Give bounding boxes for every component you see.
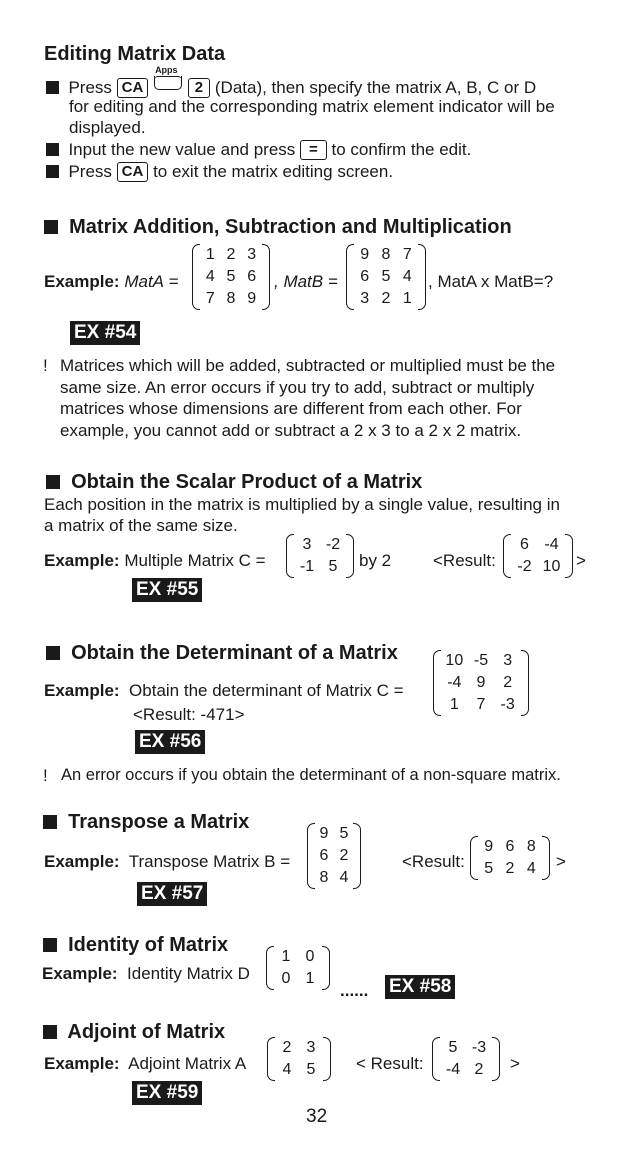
matrix-cell: 8 (226, 290, 236, 307)
matb-label: , MatB = (274, 272, 338, 291)
example-badge-56: EX #56 (135, 730, 205, 754)
matrix-cell: 5 (381, 268, 391, 285)
matrix-cell: 4 (205, 268, 215, 285)
transpose-result-close: > (556, 852, 566, 871)
ca-key-icon: CA (117, 162, 149, 182)
matrix-cell: 8 (381, 246, 391, 263)
matrix-cell: -2 (517, 558, 532, 575)
matrix-cell: -2 (325, 536, 341, 553)
matrix-cell: 5 (306, 1061, 316, 1078)
addsub-note-3: matrices whose dimensions are different from each other. For (60, 399, 522, 418)
matrix-cell: 6 (520, 536, 529, 553)
scalar-desc-1: Each position in the matrix is multiplied by a single value, resulting in (44, 495, 560, 514)
matrix-cell: 2 (503, 674, 513, 691)
matrix-cell: 1 (205, 246, 215, 263)
transpose-result-label: <Result: (402, 852, 465, 871)
matrix-cell: 9 (476, 674, 486, 691)
matrix-cell: 3 (360, 290, 370, 307)
matrix-mata (192, 244, 270, 310)
section-title-identity: Identity of Matrix (43, 933, 228, 957)
bullet-square (43, 815, 57, 829)
matrix-cell: 6 (505, 838, 515, 855)
matrix-cell: 5 (448, 1039, 458, 1056)
addsub-example: Example: MatA = (44, 272, 179, 291)
note-mark: ! (43, 766, 48, 785)
scalar-desc-2: a matrix of the same size. (44, 516, 238, 535)
addsub-note-4: example, you cannot add or subtract a 2 x 3 to a 2 x 2 matrix. (60, 421, 522, 440)
matrix-cell: 6 (247, 268, 257, 285)
matrix-cell: 3 (302, 536, 312, 553)
matrix-cell: 5 (328, 558, 338, 575)
matrix-cell: 1 (281, 948, 291, 965)
example-badge-54: EX #54 (70, 321, 140, 345)
matrix-cell: 7 (205, 290, 215, 307)
matrix-cell: 2 (339, 847, 349, 864)
example-badge-58: EX #58 (385, 975, 455, 999)
editing-line-1: Press CA Apps 2 (Data), then specify the matrix A, B, C or D (46, 74, 536, 98)
matrix-cell: -4 (447, 674, 462, 691)
identity-dots: ...... (340, 981, 369, 1000)
matrix-transpose-result (470, 836, 550, 880)
editing-line-4: Input the new value and press = to confirm the edit. (46, 139, 471, 160)
matrix-cell: 9 (360, 246, 370, 263)
matrix-cell: 2 (226, 246, 236, 263)
matrix-cell: 5 (226, 268, 236, 285)
matrix-cell: -4 (445, 1061, 461, 1078)
two-key-icon: 2 (188, 78, 210, 98)
addsub-note-2: same size. An error occurs if you try to add, subtract or multiply (60, 378, 535, 397)
matrix-cell: 2 (505, 860, 515, 877)
scalar-example: Example: Multiple Matrix C = (44, 551, 266, 570)
matrix-cell: -1 (299, 558, 315, 575)
det-note: An error occurs if you obtain the determinant of a non-square matrix. (61, 766, 561, 784)
matrix-cell: -3 (471, 1039, 487, 1056)
section-title-transpose: Transpose a Matrix (43, 810, 249, 834)
matrix-cell: 8 (319, 869, 329, 886)
adjoint-example: Example: Adjoint Matrix A (44, 1054, 247, 1073)
bullet-square (46, 143, 59, 156)
ca-key-icon: CA (117, 78, 149, 98)
matrix-cell: 2 (474, 1061, 484, 1078)
matrix-cell: 10 (445, 652, 464, 669)
scalar-result-close: > (576, 551, 586, 570)
addsub-question: , MatA x MatB=? (428, 272, 554, 291)
addsub-note-1: Matrices which will be added, subtracted or multiplied must be the (60, 356, 556, 375)
matrix-cell: 9 (484, 838, 494, 855)
matrix-cell: -5 (473, 652, 489, 669)
matrix-cell: 5 (484, 860, 494, 877)
equals-key-icon: = (300, 140, 327, 160)
matrix-cell: 5 (339, 825, 349, 842)
apps-key-icon: Apps (153, 74, 183, 92)
scalar-by: by 2 (359, 551, 392, 570)
note-mark: ! (43, 356, 48, 375)
bullet-square (46, 81, 59, 94)
identity-example: Example: Identity Matrix D (42, 964, 250, 983)
matrix-cell: 4 (282, 1061, 292, 1078)
matrix-cell: 10 (542, 558, 561, 575)
matrix-a-adjoint (267, 1037, 331, 1081)
example-badge-55: EX #55 (132, 578, 202, 602)
bullet-square (46, 646, 60, 660)
section-title-adjoint: Adjoint of Matrix (43, 1020, 225, 1044)
matrix-cell: 2 (282, 1039, 292, 1056)
matrix-c-scalar (286, 534, 354, 578)
matrix-cell: 1 (449, 696, 459, 713)
adjoint-result-label: < Result: (356, 1054, 424, 1073)
det-example: Example: Obtain the determinant of Matrix C = (44, 681, 404, 700)
matrix-cell: 2 (381, 290, 391, 307)
matrix-cell: 9 (247, 290, 257, 307)
matrix-c-det (433, 650, 529, 716)
matrix-cell: 7 (402, 246, 412, 263)
matrix-cell: 9 (319, 825, 329, 842)
matrix-cell: 1 (402, 290, 412, 307)
section-title-det: Obtain the Determinant of a Matrix (46, 641, 398, 665)
example-badge-59: EX #59 (132, 1081, 202, 1105)
matrix-matb (346, 244, 426, 310)
bullet-square (46, 165, 59, 178)
adjoint-result-close: > (510, 1054, 520, 1073)
det-result: <Result: -471> (133, 705, 245, 724)
matrix-cell: 3 (503, 652, 513, 669)
section-title-editing: Editing Matrix Data (44, 43, 226, 65)
bullet-square (44, 220, 58, 234)
page-number: 32 (306, 1106, 328, 1127)
editing-line-5: Press CA to exit the matrix editing screen. (46, 161, 393, 182)
editing-line-2: for editing and the corresponding matrix element indicator will be (69, 97, 555, 116)
scalar-result-label: <Result: (433, 551, 496, 570)
matrix-cell: 7 (476, 696, 486, 713)
matrix-cell: 6 (319, 847, 329, 864)
matrix-cell: 6 (360, 268, 370, 285)
matrix-cell: 4 (526, 860, 536, 877)
matrix-cell: -4 (544, 536, 559, 553)
matrix-d-identity (266, 946, 330, 990)
bullet-square (46, 475, 60, 489)
matrix-cell: 0 (281, 970, 291, 987)
matrix-adjoint-result (432, 1037, 500, 1081)
matrix-cell: 8 (526, 838, 536, 855)
matrix-cell: -3 (500, 696, 515, 713)
transpose-example: Example: Transpose Matrix B = (44, 852, 291, 871)
editing-line-3: displayed. (69, 118, 146, 137)
matrix-scalar-result (503, 534, 573, 578)
matrix-cell: 4 (402, 268, 412, 285)
matrix-cell: 0 (305, 948, 315, 965)
matrix-cell: 4 (339, 869, 349, 886)
example-badge-57: EX #57 (137, 882, 207, 906)
bullet-square (43, 938, 57, 952)
section-title-addsub: Matrix Addition, Subtraction and Multiplication (44, 215, 512, 239)
matrix-cell: 1 (305, 970, 315, 987)
bullet-square (43, 1025, 57, 1039)
matrix-b-transpose (307, 823, 361, 889)
section-title-scalar: Obtain the Scalar Product of a Matrix (46, 470, 422, 494)
matrix-cell: 3 (247, 246, 257, 263)
matrix-cell: 3 (306, 1039, 316, 1056)
